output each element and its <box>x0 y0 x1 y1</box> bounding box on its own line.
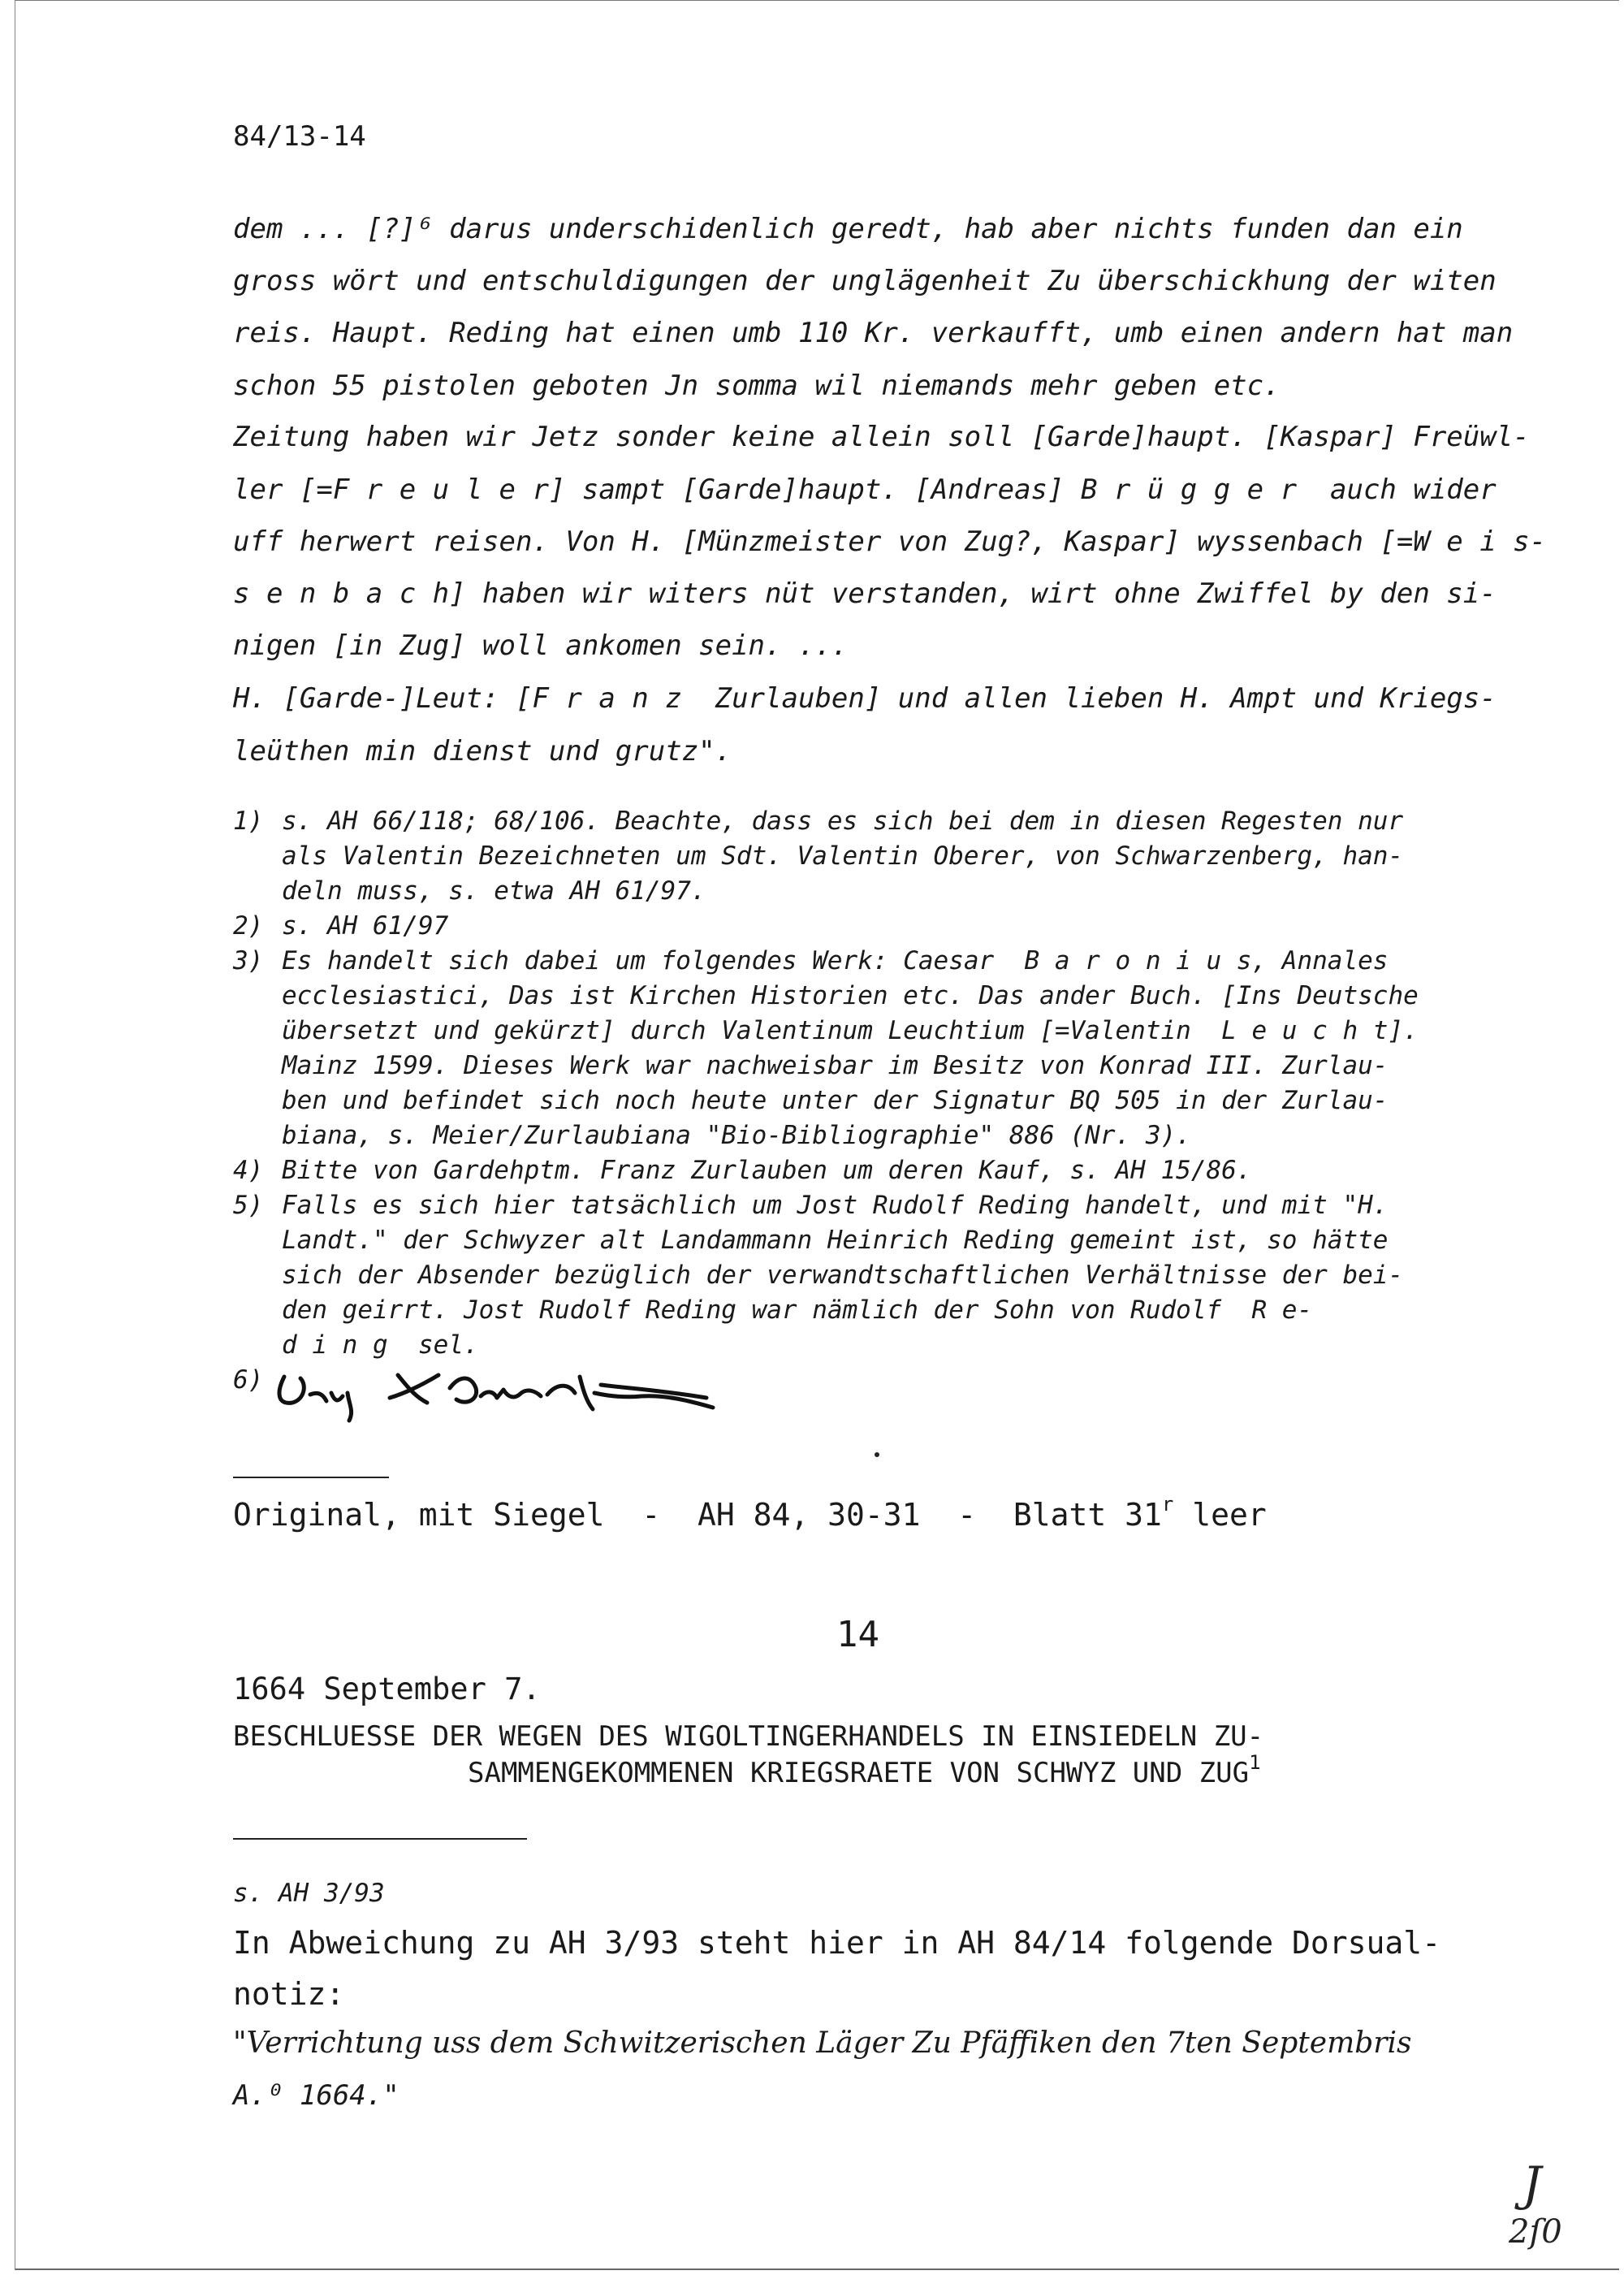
margin-check-mark: J <box>1522 2156 1542 2212</box>
deviation-note-line: In Abweichung zu AH 3/93 steht hier in AH 84/14 folgende Dorsual- <box>233 1925 1441 1961</box>
deviation-note-line: notiz: <box>233 1976 345 2012</box>
original-note-tail: leer <box>1173 1497 1267 1533</box>
body-line: dem ... [?]⁶ darus underschidenlich geredt, hab aber nichts funden dan ein <box>233 213 1463 245</box>
footnote-line: Mainz 1599. Dieses Werk war nachweisbar im Besitz von Konrad III. Zurlau- <box>282 1051 1389 1080</box>
footnote-number: 1) <box>233 807 264 836</box>
body-line: leüthen min dienst und grutz". <box>233 735 732 768</box>
body-line: reis. Haupt. Reding hat einen umb 110 Kr. verkaufft, umb einen andern hat man <box>233 317 1514 349</box>
margin-page-number: 2ſ0 <box>1509 2213 1562 2251</box>
footnote-line: Landt." der Schwyzer alt Landammann Heinrich Reding gemeint ist, so hätte <box>282 1226 1389 1255</box>
footnote-line: ecclesiastici, Das ist Kirchen Historien etc. Das ander Buch. [Ins Deutsche <box>282 981 1419 1010</box>
footnote-line: Es handelt sich dabei um folgendes Werk: Caesar B a r o n i u s, Annales <box>282 946 1389 975</box>
body-line: Zeitung haben wir Jetz sonder keine allein soll [Garde]haupt. [Kaspar] Freüwl- <box>233 421 1530 453</box>
footnote-line: s. AH 66/118; 68/106. Beachte, dass es sich bei dem in diesen Regesten nur <box>282 807 1404 836</box>
footnote-number: 4) <box>233 1156 264 1185</box>
see-reference: s. AH 3/93 <box>233 1879 385 1908</box>
body-line: uff herwert reisen. Von H. [Münzmeister von Zug?, Kaspar] wyssenbach [=W e i s- <box>233 525 1547 558</box>
document-reference: 84/13-14 <box>233 120 366 153</box>
entry-number: 14 <box>836 1614 879 1655</box>
separator-rule <box>233 1838 527 1840</box>
footnote-line: Bitte von Gardehptm. Franz Zurlauben um deren Kauf, s. AH 15/86. <box>282 1156 1252 1185</box>
footnote-line: übersetzt und gekürzt] durch Valentinum Leuchtium [=Valentin L e u c h t]. <box>282 1016 1419 1045</box>
body-line: gross wört und entschuldigungen der unglägenheit Zu überschickhung der witen <box>233 265 1497 297</box>
footnote-number: 2) <box>233 911 264 941</box>
body-line: s e n b a c h] haben wir witers nüt verstanden, wirt ohne Zwiffel by den si- <box>233 577 1497 610</box>
body-line: nigen [in Zug] woll ankomen sein. ... <box>233 629 849 662</box>
footnote-line: deln muss, s. etwa AH 61/97. <box>282 876 706 906</box>
separator-rule <box>233 1477 389 1478</box>
footnote-line: Falls es sich hier tatsächlich um Jost Rudolf Reding handelt, und mit "H. <box>282 1191 1389 1220</box>
original-note <box>233 1493 1267 1533</box>
ink-dot <box>875 1452 879 1457</box>
body-line: H. [Garde-]Leut: [F r a n z Zurlauben] und allen lieben H. Ampt und Kriegs- <box>233 682 1497 715</box>
entry-title-superscript: 1 <box>1249 1751 1261 1774</box>
footnote-line: als Valentin Bezeichneten um Sdt. Valentin Oberer, von Schwarzenberg, han- <box>282 841 1404 871</box>
footnote-number: 6) <box>233 1365 264 1395</box>
footnote-line: s. AH 61/97 <box>282 911 449 941</box>
footnote-line: sich der Absender bezüglich der verwandtschaftlichen Verhältnisse der bei- <box>282 1261 1404 1290</box>
footnote-line: den geirrt. Jost Rudolf Reding war nämlich der Sohn von Rudolf R e- <box>282 1295 1313 1325</box>
entry-title-line-2-text: SAMMENGEKOMMENEN KRIEGSRAETE VON SCHWYZ UND ZUG <box>468 1757 1250 1789</box>
entry-date: 1664 September 7. <box>233 1672 541 1706</box>
body-line: schon 55 pistolen geboten Jn somma wil niemands mehr geben etc. <box>233 370 1281 402</box>
dorsal-quote-line: "Verrichtung uss dem Schwitzerischen Läger Zu Pfäffiken den 7ten Septembris <box>233 2026 1412 2060</box>
footnote-line: d i n g sel. <box>282 1330 479 1360</box>
footnote-number: 3) <box>233 946 264 975</box>
original-note-text: Original, mit Siegel - AH 84, 30-31 - Blatt 31 <box>233 1497 1162 1533</box>
entry-title-line-2 <box>468 1751 1261 1789</box>
dorsal-quote-line: A.⁰ 1664." <box>233 2079 400 2112</box>
footnote-line: biana, s. Meier/Zurlaubiana "Bio-Bibliographie" 886 (Nr. 3). <box>282 1121 1191 1150</box>
footnote-number: 5) <box>233 1191 264 1220</box>
footnote-line: ben und befindet sich noch heute unter der Signatur BQ 505 in der Zurlau- <box>282 1086 1389 1115</box>
entry-title-line-1: BESCHLUESSE DER WEGEN DES WIGOLTINGERHANDELS IN EINSIEDELN ZU- <box>233 1720 1264 1753</box>
original-note-superscript: r <box>1161 1493 1174 1516</box>
body-line: ler [=F r e u l e r] sampt [Garde]haupt. [Andreas] B r ü g g e r auch wider <box>233 474 1497 506</box>
handwritten-signature-image <box>268 1360 771 1425</box>
